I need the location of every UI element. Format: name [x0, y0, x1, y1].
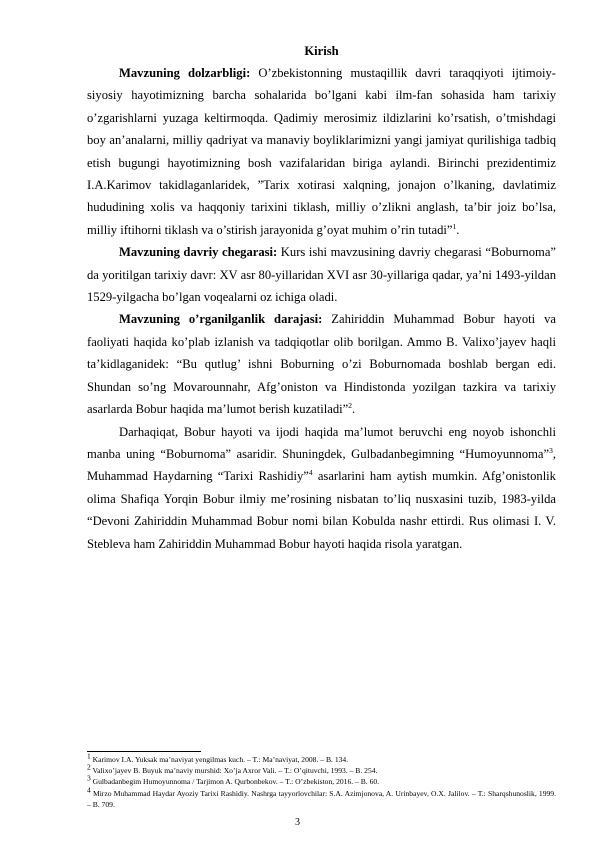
footnotes	[87, 751, 556, 810]
footnote-ref-2[interactable]: 2	[348, 400, 352, 410]
page-number: 3	[295, 817, 300, 828]
footnote-ref-1[interactable]: 1	[452, 221, 457, 231]
sources-text-b: , Muhammad Haydarning “Tarixi Rashidiy”	[87, 446, 556, 484]
footnote-ref-3[interactable]: 3	[549, 445, 553, 455]
footnote-2: $^2$ Valixo’jayev B. Buyuk ma’naviy murshid: Xo’ja Axror Vali. – T.: O’qituvchi, 1993. – B. 254.	[87, 762, 378, 776]
paragraph-study-level	[87, 308, 556, 420]
study-level-end: .	[351, 402, 356, 417]
sources-text-a: Darhaqiqat, Bobur hayoti va ijodi haqida ma’lumot beruvchi eng noyob ishonchli manba uning “Boburnoma” asaridir. Shuningdek, Gulbadanbegimning “Humoyunnoma”	[87, 424, 556, 461]
study-level-text: Zahiriddin Muhammad Bobur hayoti va faoliyati haqida ko’plab izlanish va tadqiqotlar olib borilgan. Ammo B. Valixo’jayev haqli ta’kidlaganidek: “Bu qutlug’ ishni Boburning o’zi Boburnomada boshlab bergan edi. Shundan so’ng Movarounnahr, Afg’oniston va Hindistonda yozilgan tazkira va tarixiy asarlarda Bobur haqida ma’lumot berish kuzatiladi”	[87, 312, 556, 417]
footnote-1: $^1$ Karimov I.A. Yuksak ma’naviyat yengilmas kuch. – T.: Ma’naviyat, 2008. – B. 134.	[87, 751, 349, 764]
sources-text-c: asarlarini ham aytish mumkin. Afg’onistonlik olima Shafiqa Yorqin Bobur ilmiy me’rosining nisbatan to’liq nusxasini tuzib, 1983-yilda “Devoni Zahiriddin Muhammad Bobur nomi bilan Kobulda nashr ettirdi. Rus olimasi I. V. Stebleva ham Zahiriddin Muhammad Bobur hayoti haqida risola yaratgan.	[87, 469, 556, 551]
study-level-heading: Mavzuning o’rganilganlik darajasi:	[119, 312, 323, 327]
period-text: Kurs ishi mavzusining davriy chegarasi “Boburnoma” da yoritilgan tarixiy davr: XV asr 80-yillaridan XVI asr 30-yillariga qadar, ya’ni 1493-yildan 1529-yilgacha bo’lgan voqealarni oz ichiga oladi.	[87, 245, 557, 305]
paragraph-sources	[87, 421, 556, 555]
footnote-divider	[87, 751, 201, 752]
document-body	[87, 42, 556, 555]
section-title: Kirish	[304, 44, 339, 58]
paragraph-relevance	[87, 62, 556, 241]
relevance-end: .	[456, 222, 460, 237]
relevance-text: O’zbekistonning mustaqillik davri taraqqiyoti ijtimoiy-siyosiy hayotimizning barcha sohalarida bo’lgani kabi ilm-fan sohasida ham tarixiy o’zgarishlarni yuzaga keltirmoqda. Qadimiy merosimiz ildizlarini ko’rsatish, o’tmishdagi boy an’analarni, milliy qadriyat va manaviy boyliklarimizni yangi jamiyat qurilishiga tadbiq etish bugungi hayotimizning bosh vazifalaridan biriga aylandi. Birinchi prezidentimiz I.A.Karimov takidlaganlaridek, ”Tarix xotirasi xalqning, jonajon o’lkaning, davlatimiz hududining xolis va haqqoniy tarixini tiklash, milliy o’zlikni anglash, ta’bir joiz bo’lsa, milliy iftihorni tiklash va o’stirish jarayonida g’oyat muhim o’rin tutadi”	[87, 66, 556, 237]
footnote-ref-4[interactable]: 4	[308, 468, 313, 478]
period-heading: Mavzuning davriy chegarasi:	[119, 245, 278, 260]
relevance-heading: Mavzuning dolzarbligi:	[119, 66, 251, 80]
footnote-4: $^4$ Mirzo Muhammad Haydar Ayoziy Tarixi Rashidiy. Nashrga tayyorlovchilar: S.A. Azimjonova, A. Urinbayev, O.X. Jalilov. – T.: Sharqshunoslik, 1999. – B. 709.	[87, 785, 556, 809]
paragraph-period	[87, 241, 556, 308]
footnote-3: $^3$ Gulbadanbegim Humoyunnoma / Tarjimon A. Qurbonbekov. – T.: O’zbekiston, 2016. – B. 60.	[87, 773, 380, 787]
